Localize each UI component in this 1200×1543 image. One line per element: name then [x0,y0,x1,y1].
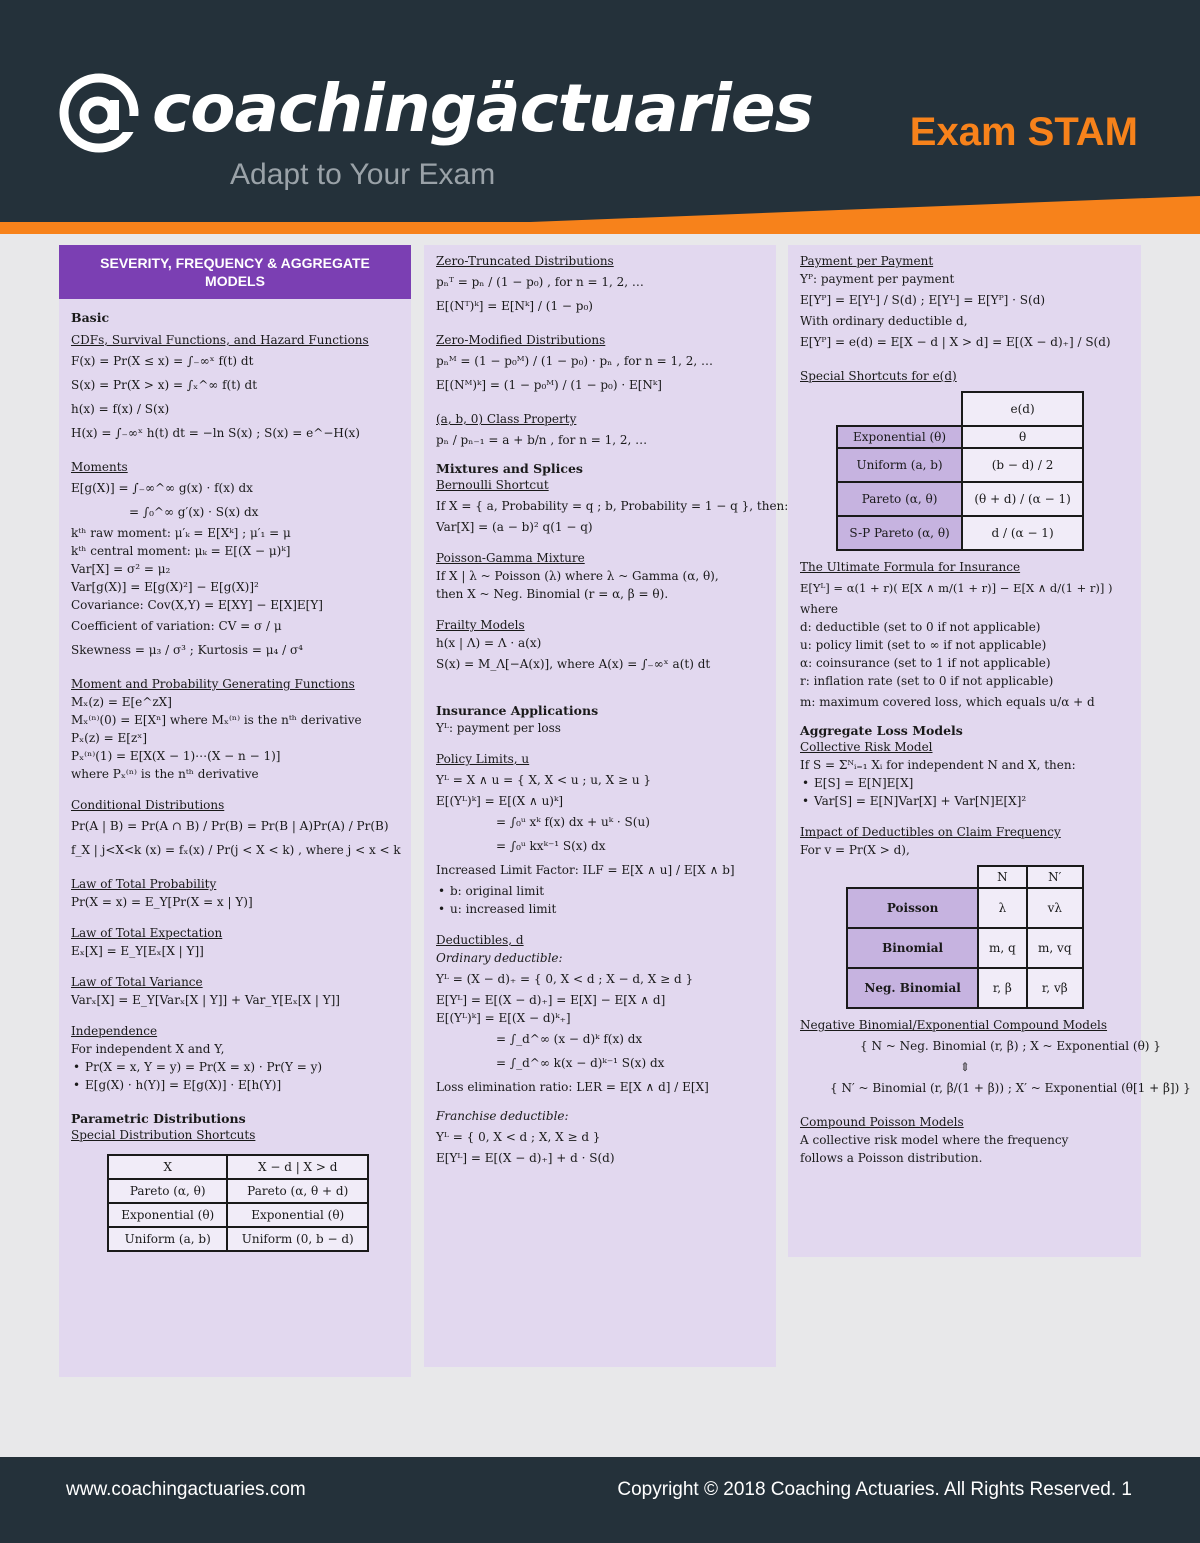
table-header-cell: X [108,1155,227,1179]
formula-deductible-moment-alt1: = ∫_d^∞ (x − d)ᵏ f(x) dx [496,1032,643,1046]
formula-variance-g: Var[g(X)] = E[g(X)²] − E[g(X)]² [71,580,259,594]
formula-policy-limit: Yᴸ = X ∧ u = { X, X < u ; u, X ≥ u } [436,773,651,787]
heading-nb-exponential: Negative Binomial/Exponential Compound Models [800,1018,1108,1032]
heading-zero-modified: Zero-Modified Distributions [436,333,606,347]
heading-mixtures: Mixtures and Splices [436,461,583,476]
formula-raw-moment: kᵗʰ raw moment: μ′ₖ = E[Xᵏ] ; μ′₁ = μ [71,526,291,540]
formula-total-variance: Varₓ[X] = E_Y[Varₓ[X | Y]] + Var_Y[Eₓ[X | Y]] [71,993,340,1007]
heading-ab0: (a, b, 0) Class Property [436,412,577,426]
table-cell: (θ + d) / (α − 1) [962,482,1083,516]
table-header-cell: X − d | X > d [227,1155,368,1179]
heading-deductible-impact: Impact of Deductibles on Claim Frequency [800,825,1061,839]
table-row [108,1227,368,1251]
formula-survival: S(x) = Pr(X > x) = ∫ₓ^∞ f(t) dt [71,378,258,392]
table-row [837,392,1083,426]
formula-frailty-survival: S(x) = M_Λ[−A(x)], where A(x) = ∫₋∞ˣ a(t) dt [436,657,711,671]
formula-nb-exp: { N ~ Neg. Binomial (r, β) ; X ~ Exponential (θ) } [860,1039,1161,1053]
table-cell: (b − d) / 2 [962,448,1083,482]
formula-total-probability: Pr(X = x) = E_Y[Pr(X = x | Y)] [71,895,253,909]
heading-total-probability: Law of Total Probability [71,877,217,891]
footer-copyright: Copyright © 2018 Coaching Actuaries. All Rights Reserved. 1 [617,1479,1132,1500]
table-row [837,448,1083,482]
heading-payment-per-payment: Payment per Payment [800,254,934,268]
formula-limit-moment-alt1: = ∫₀ᵘ xᵏ f(x) dx + uᵏ · S(u) [496,815,650,829]
formula-pgf-deriv: Pₓ⁽ⁿ⁾(1) = E[X(X − 1)⋯(X − n − 1)] [71,749,281,763]
independence-bullet: • Pr(X = x, Y = y) = Pr(X = x) · Pr(Y = y) [71,1058,399,1076]
formula-variance: Var[X] = σ² = μ₂ [71,562,171,576]
heading-basic: Basic [71,310,110,325]
table-row [847,888,1083,928]
table-row-header: Uniform (a, b) [837,448,962,482]
ilf-bullet: • b: original limit [436,882,764,900]
table-cell: r, vβ [1027,968,1083,1008]
table-row-header: Pareto (α, θ) [837,482,962,516]
formula-poisson-gamma: If X | λ ~ Poisson (λ) where λ ~ Gamma (α, θ), [436,569,719,583]
definition-inflation: r: inflation rate (set to 0 if not applicable) [800,674,1054,688]
formula-ler: Loss elimination ratio: LER = E[X ∧ d] / E[X] [436,1080,709,1094]
heading-compound-poisson: Compound Poisson Models [800,1115,964,1129]
table-cell: d / (α − 1) [962,516,1083,550]
formula-total-expectation: Eₓ[X] = E_Y[Eₓ[X | Y]] [71,944,204,958]
definition-policy-limit: u: policy limit (set to ∞ if not applicable) [800,638,1047,652]
table-cell: Pareto (α, θ + d) [227,1179,368,1203]
mean-excess-table [836,391,1084,551]
formula-mean-excess: E[Yᴾ] = e(d) = E[X − d | X > d] = E[(X − d)₊] / S(d) [800,335,1111,349]
heading-shortcuts: Special Distribution Shortcuts [71,1128,256,1142]
heading-policy-limits: Policy Limits, u [436,752,530,766]
formula-expectation-alt: = ∫₀^∞ g′(x) · S(x) dx [129,505,259,519]
brand-logo-text: coachingäctuaries [152,70,813,147]
table-cell: λ [978,888,1026,928]
formula-cv: Coefficient of variation: CV = σ / μ [71,619,282,633]
heading-frailty: Frailty Models [436,618,525,632]
column-distributions-insurance [424,245,789,1367]
compound-poisson-text: follows a Poisson distribution. [800,1151,983,1165]
formula-deductible-mean: E[Yᴸ] = E[(X − d)₊] = E[X] − E[X ∧ d] [436,993,666,1007]
definition-deductible: d: deductible (set to 0 if not applicable) [800,620,1041,634]
ordinary-deductible-label: Ordinary deductible: [436,951,563,965]
footer-url-link[interactable]: www.coachingactuaries.com [66,1479,306,1500]
formula-ab0: pₙ / pₙ₋₁ = a + b/n , for n = 1, 2, … [436,433,648,447]
table-row-header: Exponential (θ) [837,426,962,448]
heading-parametric: Parametric Distributions [71,1111,246,1126]
table-header-cell: N [978,866,1026,888]
table-cell: m, q [978,928,1026,968]
heading-independence: Independence [71,1024,158,1038]
table-row-header: S-P Pareto (α, θ) [837,516,962,550]
shortcut-table [107,1154,369,1252]
formula-cdf: F(x) = Pr(X ≤ x) = ∫₋∞ˣ f(t) dt [71,354,254,368]
tagline: Adapt to Your Exam [230,158,496,191]
table-cell: Exponential (θ) [227,1203,368,1227]
formula-franchise: Yᴸ = { 0, X < d ; X, X ≥ d } [436,1130,601,1144]
table-row [108,1155,368,1179]
definition-max-covered-loss: m: maximum covered loss, which equals u/α + d [800,695,1095,709]
formula-bayes: Pr(A | B) = Pr(A ∩ B) / Pr(B) = Pr(B | A)Pr(A) / Pr(B) [71,819,389,833]
formula-limit-moment-alt2: = ∫₀ᵘ kxᵏ⁻¹ S(x) dx [496,839,606,853]
table-row [837,426,1083,448]
formula-zm-prob: pₙᴹ = (1 − p₀ᴹ) / (1 − p₀) · pₙ , for n = 1, 2, … [436,354,713,368]
formula-binomial-exp: { N′ ~ Binomial (r, β/(1 + β)) ; X′ ~ Exponential (θ[1 + β]) } [830,1081,1191,1095]
orange-accent-bar [0,222,1200,234]
payment-per-payment: Yᴾ: payment per payment [800,272,955,286]
table-cell: Uniform (0, b − d) [227,1227,368,1251]
formula-hazard: h(x) = f(x) / S(x) [71,402,170,416]
formula-expectation: E[g(X)] = ∫₋∞^∞ g(x) · f(x) dx [71,481,253,495]
formula-zt-prob: pₙᵀ = pₙ / (1 − p₀) , for n = 1, 2, … [436,275,644,289]
column-severity-frequency [59,245,411,1377]
formula-deductible-moment: E[(Yᴸ)ᵏ] = E[(X − d)ᵏ₊] [436,1011,571,1025]
page-footer [0,1457,1200,1543]
table-row [108,1203,368,1227]
formula-poisson-gamma-result: then X ~ Neg. Binomial (r = α, β = θ). [436,587,669,601]
table-row [847,968,1083,1008]
heading-zero-truncated: Zero-Truncated Distributions [436,254,614,268]
ordinary-deductible-note: With ordinary deductible d, [800,314,968,328]
formula-central-moment: kᵗʰ central moment: μₖ = E[(X − μ)ᵏ] [71,544,291,558]
collective-risk-bullet: • Var[S] = E[N]Var[X] + Var[N]E[X]² [800,792,1129,810]
heading-ed-shortcuts: Special Shortcuts for e(d) [800,369,957,383]
table-cell: θ [962,426,1083,448]
table-row [837,516,1083,550]
collective-risk-bullet: • E[S] = E[N]E[X] [800,774,1129,792]
where-label: where [800,602,838,616]
payment-per-loss: Yᴸ: payment per loss [436,721,561,735]
table-header-cell: e(d) [962,392,1083,426]
section-banner: SEVERITY, FREQUENCY & AGGREGATE MODELS [59,245,411,299]
formula-mgf: Mₓ(z) = E[e^zX] [71,695,172,709]
table-cell: Pareto (α, θ) [108,1179,227,1203]
formula-franchise-mean: E[Yᴸ] = E[(X − d)₊] + d · S(d) [436,1151,615,1165]
heading-bernoulli: Bernoulli Shortcut [436,478,549,492]
heading-aggregate: Aggregate Loss Models [800,723,963,738]
table-cell: r, β [978,968,1026,1008]
table-cell: m, vq [1027,928,1083,968]
heading-poisson-gamma: Poisson-Gamma Mixture [436,551,585,565]
formula-frailty-hazard: h(x | Λ) = Λ · a(x) [436,636,542,650]
formula-limit-moment: E[(Yᴸ)ᵏ] = E[(X ∧ u)ᵏ] [436,794,564,808]
formula-ultimate: E[Yᴸ] = α(1 + r)( E[X ∧ m/(1 + r)] − E[X ∧ d/(1 + r)] ) [800,581,1113,595]
heading-conditional: Conditional Distributions [71,798,225,812]
formula-ppp: E[Yᴾ] = E[Yᴸ] / S(d) ; E[Yᴸ] = E[Yᴾ] · S(d) [800,293,1046,307]
formula-truncated: f_X | j<X<k (x) = fₓ(x) / Pr(j < X < k) , where j < x < k [71,843,401,857]
heading-ultimate-formula: The Ultimate Formula for Insurance [800,560,1021,574]
formula-pgf: Pₓ(z) = E[zˣ] [71,731,148,745]
formula-ilf: Increased Limit Factor: ILF = E[X ∧ u] / E[X ∧ b] [436,863,735,877]
formula-zt-moment: E[(Nᵀ)ᵏ] = E[Nᵏ] / (1 − p₀) [436,299,593,313]
formula-mgf-deriv: Mₓ⁽ⁿ⁾(0) = E[Xⁿ] where Mₓ⁽ⁿ⁾ is the nᵗʰ derivative [71,713,362,727]
formula-bernoulli: If X = { a, Probability = q ; b, Probability = 1 − q }, then: [436,499,789,513]
orange-accent-wedge [480,196,1200,224]
equivalence-icon: ⇕ [960,1060,971,1074]
frequency-table [846,865,1084,1009]
table-row-header: Poisson [847,888,978,928]
formula-zm-moment: E[(Nᴹ)ᵏ] = (1 − p₀ᴹ) / (1 − p₀) · E[Nᵏ] [436,378,662,392]
franchise-deductible-label: Franchise deductible: [436,1109,569,1123]
formula-covariance: Covariance: Cov(X,Y) = E[XY] − E[X]E[Y] [71,598,323,612]
table-cell: Uniform (a, b) [108,1227,227,1251]
table-cell: Exponential (θ) [108,1203,227,1227]
definition-coinsurance: α: coinsurance (set to 1 if not applicable) [800,656,1051,670]
formula-bernoulli-var: Var[X] = (a − b)² q(1 − q) [436,520,593,534]
formula-cum-hazard: H(x) = ∫₋∞ˣ h(t) dt = −ln S(x) ; S(x) = e^−H(x) [71,426,360,440]
table-cell: vλ [1027,888,1083,928]
impact-intro: For v = Pr(X > d), [800,843,910,857]
heading-collective-risk: Collective Risk Model [800,740,933,754]
heading-mgf: Moment and Probability Generating Functions [71,677,355,691]
table-row [847,866,1083,888]
formula-ordinary-deductible: Yᴸ = (X − d)₊ = { 0, X < d ; X − d, X ≥ d } [436,972,694,986]
heading-total-expectation: Law of Total Expectation [71,926,223,940]
compound-poisson-text: A collective risk model where the frequency [800,1133,1069,1147]
heading-deductibles: Deductibles, d [436,933,524,947]
heading-insurance: Insurance Applications [436,703,599,718]
table-row-header: Neg. Binomial [847,968,978,1008]
table-header-cell: N′ [1027,866,1083,888]
column-payment-aggregate [788,245,1191,1257]
formula-deductible-moment-alt2: = ∫_d^∞ k(x − d)ᵏ⁻¹ S(x) dx [496,1056,665,1070]
formula-pgf-note: where Pₓ⁽ⁿ⁾ is the nᵗʰ derivative [71,767,259,781]
at-sign-logo-icon [58,72,140,154]
table-row [837,482,1083,516]
ilf-bullet: • u: increased limit [436,900,764,918]
independence-bullet: • E[g(X) · h(Y)] = E[g(X)] · E[h(Y)] [71,1076,399,1094]
heading-cdfs: CDFs, Survival Functions, and Hazard Functions [71,333,369,347]
collective-risk-intro: If S = Σᴺᵢ₌₁ Xᵢ for independent N and X, then: [800,758,1076,772]
page-header [0,0,1200,222]
table-row [847,928,1083,968]
table-row-header: Binomial [847,928,978,968]
heading-total-variance: Law of Total Variance [71,975,203,989]
table-row [108,1179,368,1203]
independence-intro: For independent X and Y, [71,1042,225,1056]
heading-moments: Moments [71,460,128,474]
exam-title: Exam STAM [909,110,1138,154]
formula-skew-kurt: Skewness = μ₃ / σ³ ; Kurtosis = μ₄ / σ⁴ [71,643,303,657]
